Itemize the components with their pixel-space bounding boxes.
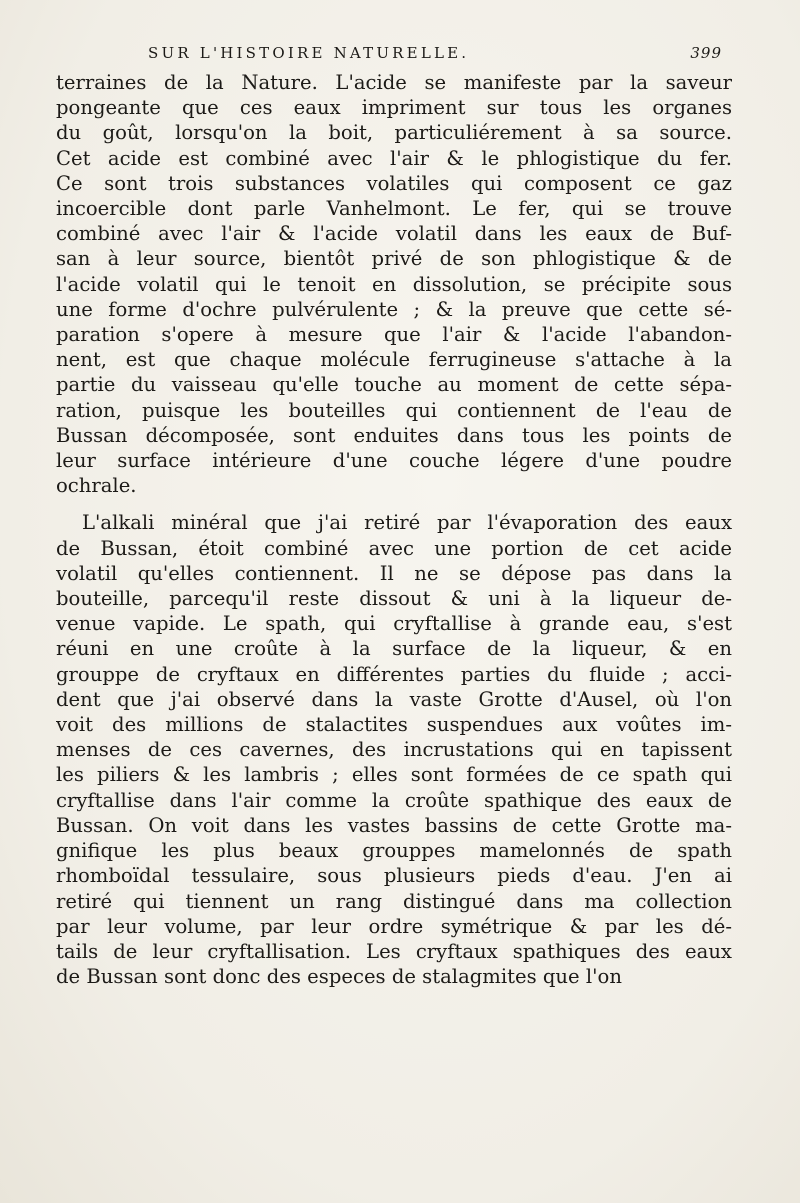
text-line: incoercible dont parle Vanhelmont. Le fer, qui se trouve [56,197,732,221]
text-line: de Bussan sont donc des especes de stalagmites que l'on [56,965,622,989]
text-line: de Bussan, étoit combiné avec une portion de cet acide [56,536,732,560]
text-line: Ce sont trois substances volatiles qui composent ce gaz [56,171,732,195]
text-line: paration s'opere à mesure que l'air & l'acide l'abandon- [56,323,732,347]
text-line: ochrale. [56,474,137,498]
text-line: réuni en une croûte à la surface de la liqueur, & en [56,637,732,661]
text-line: leur surface intérieure d'une couche légere d'une poudre [56,449,732,473]
text-line: nent, est que chaque molécule ferrugineuse s'attache à la [56,348,732,372]
text-line: une forme d'ochre pulvérulente ; & la preuve que cette sé- [56,297,732,321]
text-line: volatil qu'elles contiennent. Il ne se dépose pas dans la [56,561,732,585]
text-line: du goût, lorsqu'on la boit, particuliérement à sa source. [56,121,732,145]
text-line: Bussan. On voit dans les vastes bassins de cette Grotte ma- [56,813,732,837]
text-line: pongeante que ces eaux impriment sur tous les organes [56,96,732,120]
paragraph-gap [56,498,732,510]
text-line: partie du vaisseau qu'elle touche au moment de cette sépa- [56,373,732,397]
text-line: grouppe de cryftaux en différentes parties du fluide ; acci- [56,662,732,686]
text-line: menses de ces cavernes, des incrustations qui en tapissent [56,738,732,762]
text-line: l'acide volatil qui le tenoit en dissolution, se précipite sous [56,272,732,296]
text-line: Cet acide est combiné avec l'air & le phlogistique du fer. [56,146,732,170]
text-line: venue vapide. Le spath, qui cryftallise à grande eau, s'est [56,612,732,636]
text-line: les piliers & les lambris ; elles sont formées de ce spath qui [56,763,732,787]
text-line: rhomboïdal tessulaire, sous plusieurs pieds d'eau. J'en ai [56,864,732,888]
text-line: cryftallise dans l'air comme la croûte spathique des eaux de [56,788,732,812]
running-head [148,44,722,62]
text-line: san à leur source, bientôt privé de son phlogistique & de [56,247,732,271]
running-title: SUR L'HISTOIRE NATURELLE. [148,44,470,62]
text-line: dent que j'ai observé dans la vaste Grotte d'Ausel, où l'on [56,687,732,711]
text-line: combiné avec l'air & l'acide volatil dans les eaux de Buf- [56,222,732,246]
page-number: 399 [690,44,722,62]
text-line: L'alkali minéral que j'ai retiré par l'évaporation des eaux [82,511,732,535]
text-line: ration, puisque les bouteilles qui contiennent de l'eau de [56,398,732,422]
text-line: gnifique les plus beaux grouppes mamelonnés de spath [56,839,732,863]
body-text [56,70,732,989]
text-line: tails de leur cryftallisation. Les cryftaux spathiques des eaux [56,939,732,963]
text-line: Bussan décomposée, sont enduites dans tous les points de [56,423,732,447]
text-line: retiré qui tiennent un rang distingué dans ma collection [56,889,732,913]
text-line: terraines de la Nature. L'acide se manifeste par la saveur [56,71,732,94]
text-line: par leur volume, par leur ordre symétrique & par les dé- [56,914,732,938]
paragraph [56,510,732,989]
text-line: voit des millions de stalactites suspendues aux voûtes im- [56,713,732,737]
text-line: bouteille, parcequ'il reste dissout & uni à la liqueur de- [56,587,732,611]
paragraph [56,70,732,498]
